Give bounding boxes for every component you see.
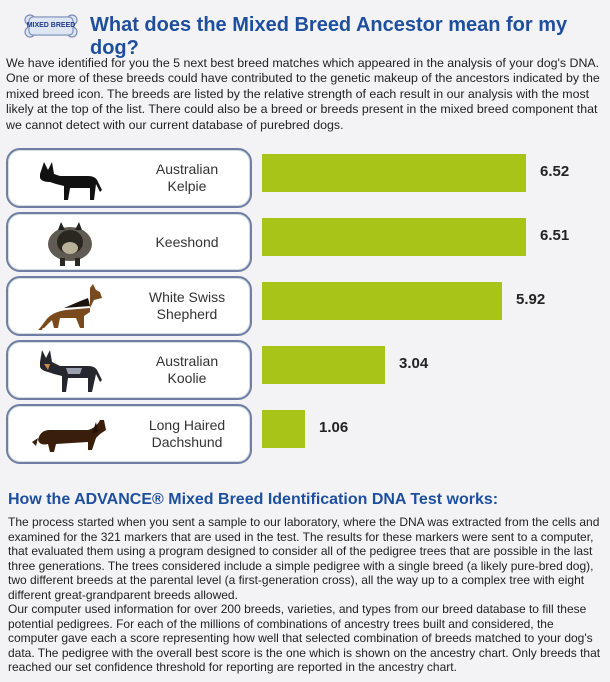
breed-row — [6, 404, 606, 460]
mixed-breed-bone-icon — [24, 14, 78, 38]
kelpie-dog-icon — [30, 156, 108, 202]
breed-row — [6, 148, 606, 204]
breed-name-line-2: Shepherd — [156, 306, 218, 322]
badge-label: MIXED BREED — [26, 22, 76, 29]
score-bar — [262, 218, 526, 256]
shepherd-dog-icon — [30, 284, 108, 330]
score-bar — [262, 154, 526, 192]
breed-name-line-2: Dachshund — [151, 434, 223, 450]
breed-row — [6, 276, 606, 332]
breed-name-line-1: White Swiss — [148, 289, 226, 305]
how-it-works-paragraph-2: Our computer used information for over 200 breeds, varieties, and types from our breed database to fill these potential pedigrees. For each of the millions of combinations of ancestry trees built and considered, the computer gave each a score representing how well that selected combination of breeds matched to your dog's data. The pedigree with the overall best score is the one which is shown on the ancestry chart. Only breeds that reached our set confidence threshold for reporting are reported in the ancestry chart. — [8, 602, 601, 675]
score-bar — [262, 346, 385, 384]
breed-row — [6, 340, 606, 396]
how-it-works-heading: How the ADVANCE® Mixed Breed Identification DNA Test works: — [8, 491, 499, 508]
breed-name — [128, 150, 246, 206]
breed-name-line-2: Kelpie — [167, 178, 207, 194]
keeshond-dog-icon — [30, 220, 108, 266]
score-label: 3.04 — [399, 355, 429, 372]
breed-name-line-1: Keeshond — [155, 233, 219, 250]
breed-name-line-1: Australian — [155, 161, 219, 177]
breed-name-line-1: Australian — [155, 353, 219, 369]
page-title: What does the Mixed Breed Ancestor mean for my dog? — [90, 14, 568, 59]
score-label: 6.51 — [540, 227, 570, 244]
intro-paragraph: We have identified for you the 5 next best breed matches which appeared in the analysis of your dog's DNA. One or more of these breeds could have contributed to the genetic makeup of the ancestors indicated by the mixed breed icon. The breeds are listed by the relative strength of each result in our analysis with the most likely at the top of the list. There could also be a breed or breeds present in the mixed breed component that we cannot detect with our current database of purebred dogs. — [6, 56, 600, 132]
breed-name — [128, 406, 246, 462]
score-bar — [262, 410, 305, 448]
breed-card — [6, 148, 252, 208]
breed-name — [128, 278, 246, 334]
dachshund-dog-icon — [30, 412, 108, 458]
breed-card — [6, 212, 252, 272]
breed-name — [128, 342, 246, 398]
how-it-works-paragraph-1: The process started when you sent a sample to our laboratory, where the DNA was extracted from the cells and examined for the 321 markers that are used in the test. The results for these markers were sent to a computer, that evaluated them using a program designed to consider all of the pedigree trees that are possible in the last three generations. The trees considered include a simple pedigree with a single breed (a likely pure-bred dog), two different breeds at the parental level (a first-generation cross), all the way up to a complex tree with eight different great-grandparent breeds allowed. — [8, 515, 600, 602]
breed-name — [128, 214, 246, 270]
score-bar — [262, 282, 502, 320]
breed-card — [6, 340, 252, 400]
breed-name-line-2: Koolie — [167, 370, 207, 386]
score-label: 1.06 — [319, 419, 349, 436]
breed-name-line-1: Long Haired — [148, 417, 226, 433]
score-label: 6.52 — [540, 163, 570, 180]
breed-card — [6, 276, 252, 336]
breed-row — [6, 212, 606, 268]
score-label: 5.92 — [516, 291, 546, 308]
koolie-dog-icon — [30, 348, 108, 394]
breed-card — [6, 404, 252, 464]
